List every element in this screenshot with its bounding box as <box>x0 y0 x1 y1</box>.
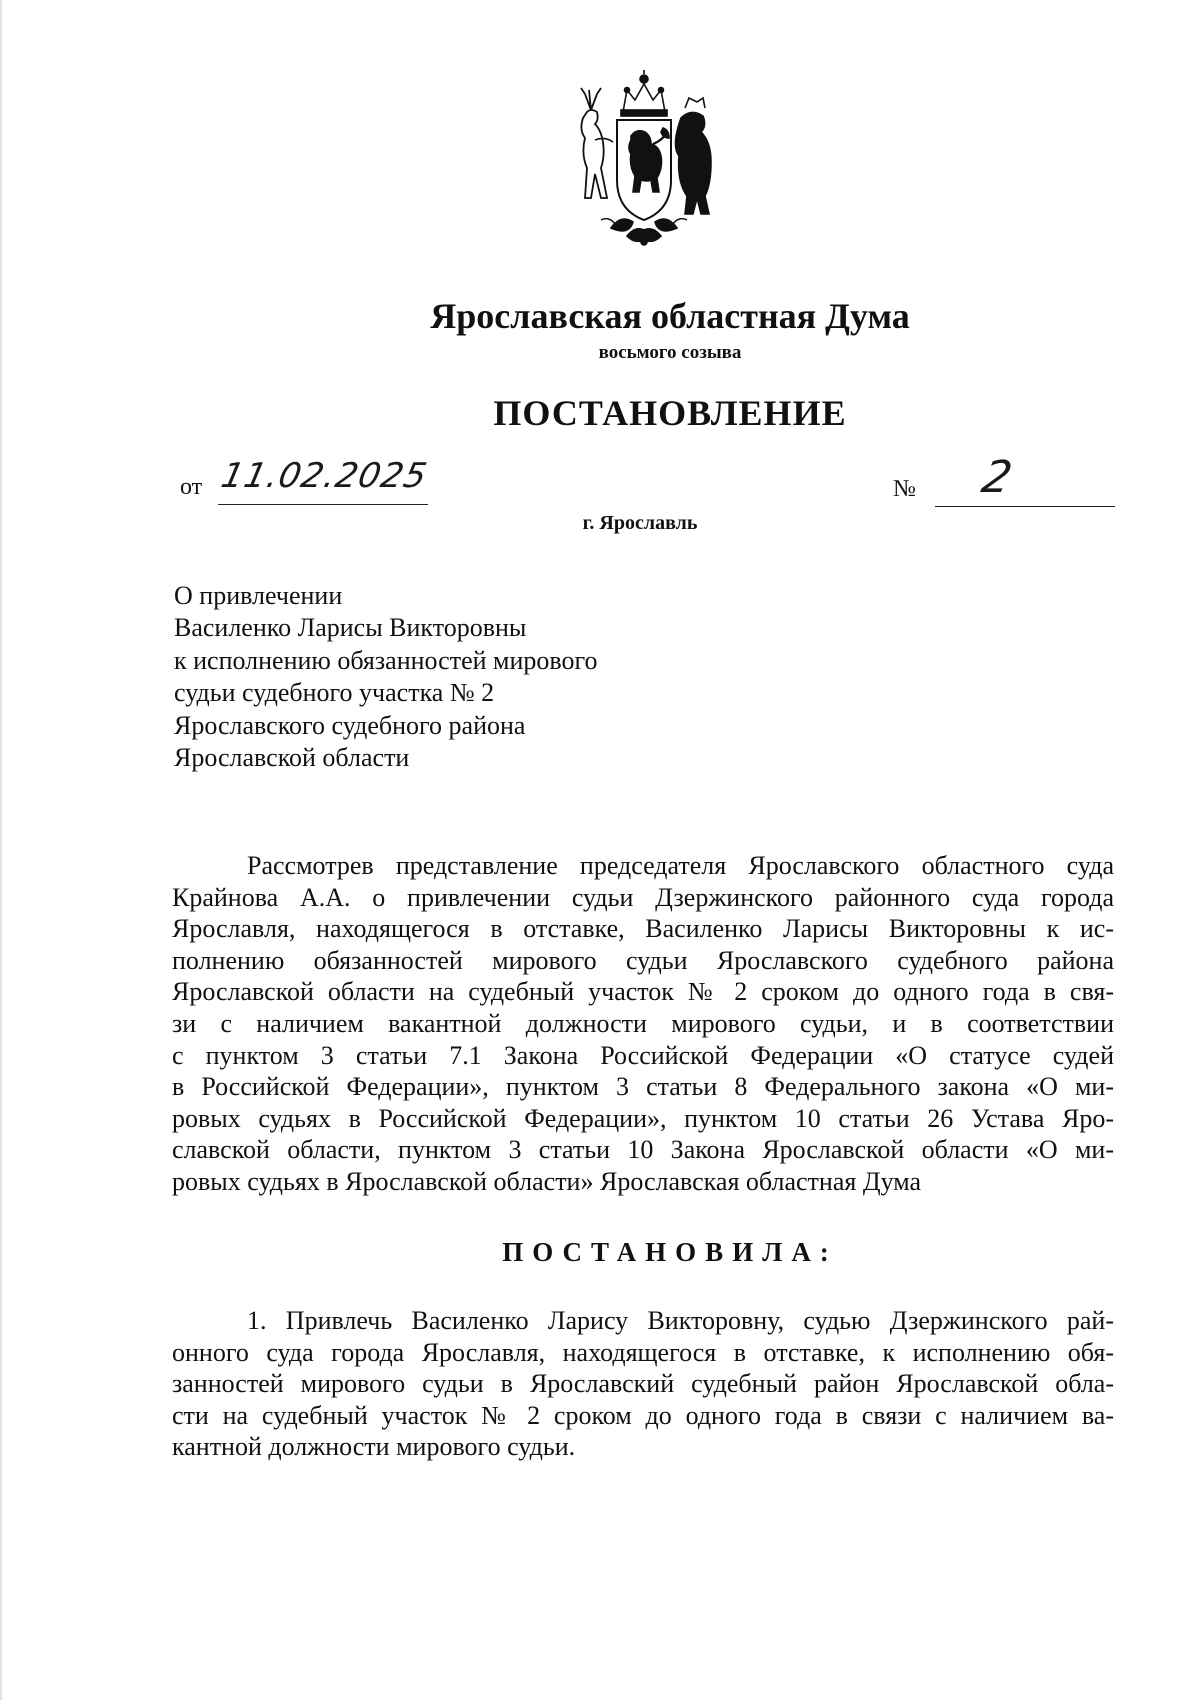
item-1-line: кантной должности мирового судьи. <box>172 1432 576 1462</box>
subject-line: судьи судебного участка № 2 <box>174 678 495 708</box>
date-underline <box>218 504 428 505</box>
date-prefix: от <box>180 474 203 500</box>
preamble-line: Ярославля, находящегося в отставке, Василенко Ларисы Викторовны к ис- <box>172 914 1114 944</box>
preamble-line: славской области, пунктом 3 статьи 10 Закона Ярославской области «О ми- <box>172 1135 1114 1165</box>
document-subject <box>174 580 694 774</box>
convocation: восьмого созыва <box>598 342 742 363</box>
document-type-title: ПОСТАНОВЛЕНИЕ <box>493 393 847 433</box>
coat-of-arms-emblem <box>571 70 717 250</box>
number-underline <box>935 506 1115 507</box>
item-1-paragraph <box>172 1305 1114 1463</box>
item-1-line: онного суда города Ярославля, находящегося в отставке, к исполнению обя- <box>172 1337 1114 1367</box>
number-prefix: № <box>893 476 916 502</box>
subject-line: Ярославского судебного района <box>174 710 526 740</box>
preamble-paragraph <box>172 850 1114 1198</box>
preamble-line: Ярославской области на судебный участок № 2 сроком до одного года в свя- <box>172 977 1114 1007</box>
scan-edge <box>0 0 3 1700</box>
document-number <box>893 452 1123 512</box>
document-date <box>180 456 440 512</box>
preamble-line: полнению обязанностей мирового судьи Ярославского судебного района <box>172 945 1114 975</box>
item-1-line: сти на судебный участок № 2 сроком до одного года в связи с наличием ва- <box>172 1400 1114 1430</box>
preamble-line: ровых судьях в Ярославской области» Ярославская областная Дума <box>172 1166 922 1196</box>
item-1-line: занностей мирового судьи в Ярославский судебный район Ярославской обла- <box>172 1369 1114 1399</box>
handwritten-date: 11.02.2025 <box>217 456 431 496</box>
preamble-line: Рассмотрев представление председателя Ярославского областного суда <box>247 851 1114 880</box>
preamble-line: с пунктом 3 статьи 7.1 Закона Российской Федерации «О статусе судей <box>172 1040 1114 1070</box>
preamble-line: зи с наличием вакантной должности мирового судьи, и в соответствии <box>172 1008 1114 1038</box>
subject-line: Ярославской области <box>174 743 410 773</box>
organization-name: Ярославская областная Дума <box>430 296 910 336</box>
subject-line: к исполнению обязанностей мирового <box>174 645 598 675</box>
decree-heading: ПОСТАНОВИЛА: <box>502 1237 838 1267</box>
preamble-line: ровых судьях в Российской Федерации», пунктом 10 статьи 26 Устава Яро- <box>172 1103 1114 1133</box>
preamble-line: Крайнова А.А. о привлечении судьи Дзержинского районного суда города <box>172 882 1114 912</box>
item-1-line: 1. Привлечь Василенко Ларису Викторовну, судью Дзержинского рай- <box>247 1306 1114 1335</box>
city: г. Ярославль <box>582 512 698 534</box>
subject-line: Василенко Ларисы Викторовны <box>174 613 527 643</box>
handwritten-number: 2 <box>977 452 1017 503</box>
preamble-line: в Российской Федерации», пунктом 3 статьи 8 Федерального закона «О ми- <box>172 1072 1114 1102</box>
subject-line: О привлечении <box>174 581 343 610</box>
